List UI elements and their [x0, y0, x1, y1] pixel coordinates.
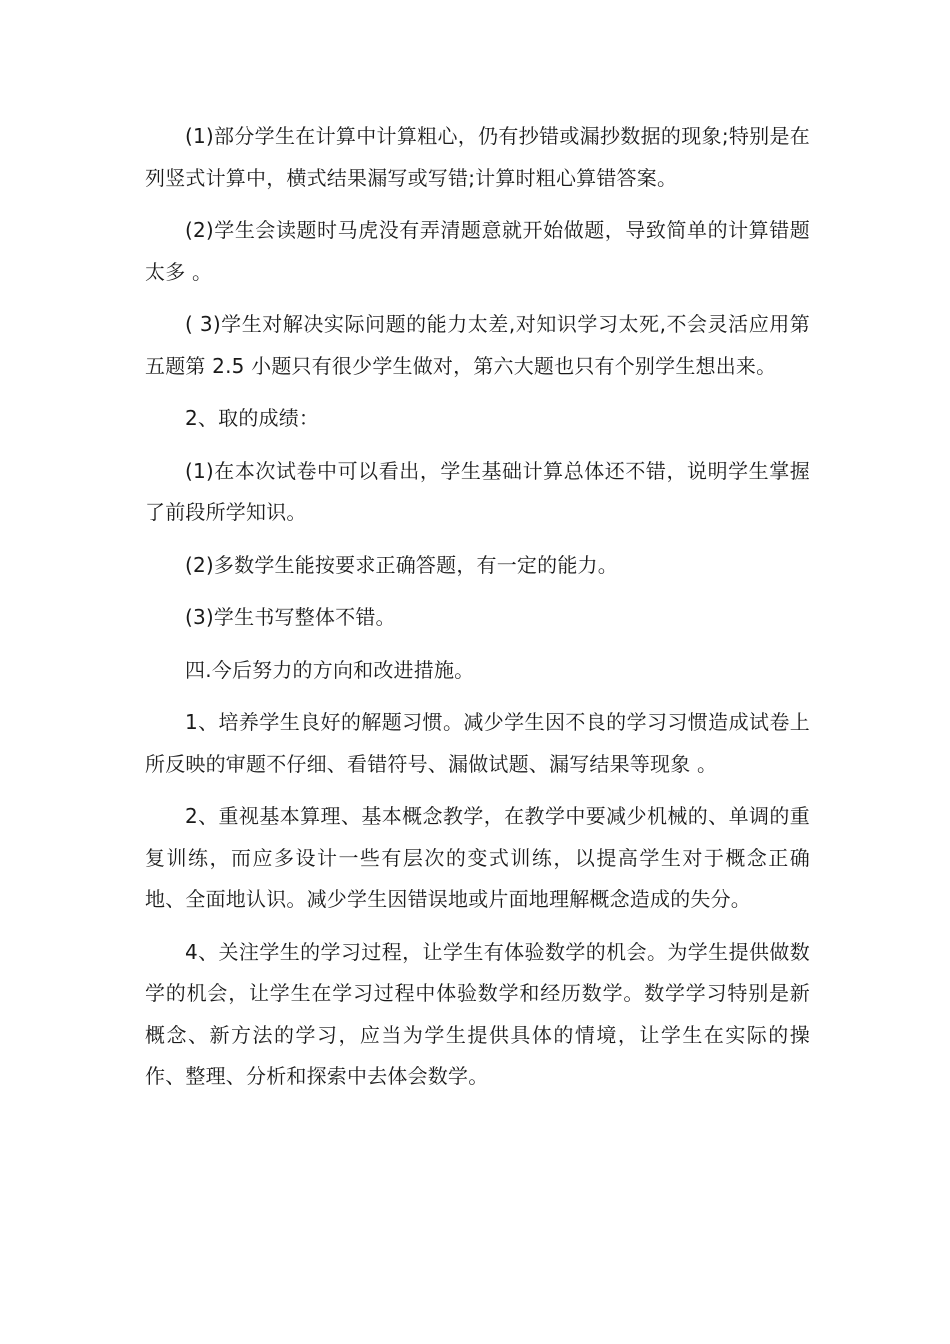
paragraph-basic-calculation: (1)在本次试卷中可以看出，学生基础计算总体还不错，说明学生掌握了前段所学知识。	[145, 458, 810, 524]
paragraph-learning-process: 4、关注学生的学习过程，让学生有体验数学的机会。为学生提供做数学的机会，让学生在学习过程中体验数学和经历数学。数学学习特别是新概念、新方法的学习，应当为学生提供具体的情境，让学生在实际的操作、整理、分析和探索中去体会数学。	[145, 939, 810, 1088]
section-heading-improvements: 四.今后努力的方向和改进措施。	[185, 657, 475, 682]
paragraph-calculation-errors: (1)部分学生在计算中计算粗心，仍有抄错或漏抄数据的现象;特别是在列竖式计算中，横式结果漏写或写错;计算时粗心算错答案。	[145, 124, 810, 190]
document-page	[145, 116, 810, 1098]
paragraph-basic-concepts: 2、重视基本算理、基本概念教学，在教学中要减少机械的、单调的重复训练，而应多设计一些有层次的变式训练，以提高学生对于概念正确地、全面地认识。减少学生因错误地或片面地理解概念造成的失分。	[145, 804, 810, 911]
paragraph-study-habits: 1、培养学生良好的解题习惯。减少学生因不良的学习习惯造成试卷上所反映的审题不仔细、看错符号、漏做试题、漏写结果等现象 。	[145, 710, 810, 776]
paragraph-handwriting: (3)学生书写整体不错。	[185, 605, 396, 629]
paragraph-problem-solving: ( 3)学生对解决实际问题的能力太差,对知识学习太死,不会灵活应用第五题第 2.5 小题只有很少学生做对，第六大题也只有个别学生想出来。	[145, 312, 810, 378]
section-heading-achievements: 2、取的成绩：	[185, 406, 320, 430]
paragraph-careless-reading: (2)学生会读题时马虎没有弄清题意就开始做题，导致简单的计算错题太多 。	[145, 218, 810, 284]
paragraph-answer-correctly: (2)多数学生能按要求正确答题，有一定的能力。	[185, 552, 618, 577]
